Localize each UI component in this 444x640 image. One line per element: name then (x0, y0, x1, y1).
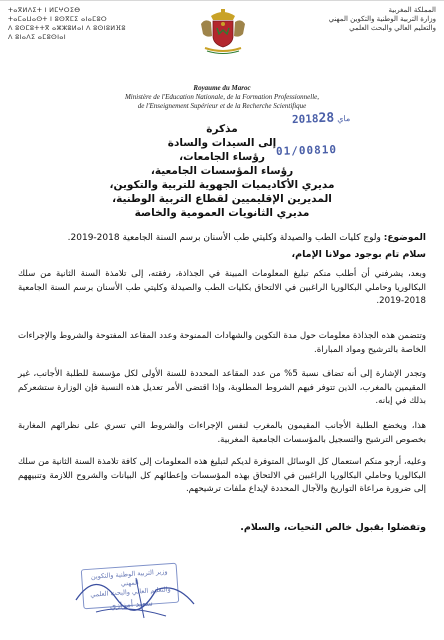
tifinagh-line: ⵜⴰⵎⴰⵡⴰⵙⵜ ⵏ ⵓⵙⴳⵎⵉ ⴰⵏⴰⵎⵓⵔ (8, 15, 107, 23)
tifinagh-line: ⵜⴰⴳⵍⴷⵉⵜ ⵏ ⵍⵎⵖⵔⵉⴱ (8, 6, 81, 14)
signatory-name: سعيد أمزازي (109, 598, 154, 611)
latin-header-ministry: Ministère de l'Education Nationale, de la Formation Professionnelle, (124, 93, 320, 101)
subject-label: الموضوع: (383, 233, 426, 243)
addressee-line: رؤساء الجامعات، (179, 151, 265, 163)
top-border (0, 0, 444, 1)
arabic-header-line: وزارة التربية الوطنية والتكوين المهني (328, 15, 436, 23)
closing-salutation: وتفضلوا بقبول خالص التحيات، والسلام. (240, 522, 426, 533)
subject-text: ولوج كليات الطب والصيدلة وكليتي طب الأسنان برسم السنة الجامعية 2018-2019. (67, 233, 381, 243)
body-paragraph: وتتضمن هذه الجذاذة معلومات حول مدة التكوين والشهادات الممنوحة وعدد المقاعد المفتوحة والشروط والإجراءات الخاصة بالترشيح ومواد المباراة. (18, 331, 426, 355)
addressee-line: مديري الثانويات العمومية والخاصة (134, 207, 310, 219)
coat-of-arms-icon (197, 6, 249, 56)
body-paragraph: وبعد، يشرفني أن أطلب منكم تبليغ المعلومات المبينة في الجذاذة، رفقته، إلى تلامذة السنة الثانية من سلك البكالوريا وحاملي البكالوريا الراغبين في الالتحاق بكليات الطب والصيدلة وكليتي طب الأسنان برسم السنة الجامعية 2018-2019. (18, 269, 426, 307)
latin-header-ministry-cont: de l'Enseignement Supérieur et de la Recherche Scientifique (137, 102, 307, 110)
addressee-line: المديرين الإقليميين لقطاع التربية الوطنية، (112, 193, 332, 205)
subject-line (18, 232, 426, 244)
addressee-line: مديري الأكاديميات الجهوية للتربية والتكوين، (109, 179, 335, 191)
tifinagh-line: ⴷ ⵓⵏⴰⴷⵉ ⴰⵎⵓⵙⵏⴰⵏ (8, 33, 67, 41)
latin-header-kingdom: Royaume du Maroc (193, 84, 251, 92)
body-paragraph: وعليه، أرجو منكم استعمال كل الوسائل المتوفرة لديكم لتبليغ هذه المعلومات إلى كافة تلامذة السنة الثانية من سلك البكالوريا وحاملي البكالوريا الراغبين في الالتحاق بهذه المؤسسات وإعطائهم كل البيانات والشروح اللازمة وتنبيههم إلى ضرورة مراعاة التواريخ والآجال المحددة لإيداع ملفات ترشيحهم. (18, 457, 426, 495)
body-paragraph: وتجدر الإشارة إلى أنه تضاف نسبة 5% من عدد المقاعد المحددة للسنة الأولى لكل مؤسسة للطلبة الأجانب، غير المقيمين بالمغرب، الذين تتوفر فيهم الشروط المطلوبة، وإذا اقتضى الأمر تعديل هذه النسبة فإن الوزارة ستشعركم بذلك في إبانه. (18, 369, 426, 407)
stamp-month: ماي (337, 114, 351, 124)
stamp-year: 2018 (291, 112, 319, 127)
greeting: سلام تام بوجود مولانا الإمام، (291, 249, 426, 260)
memo-title: مذكرة (206, 123, 238, 135)
stamp-line: وزير التربية الوطنية والتكوين المهني (90, 567, 168, 588)
stamp-day: 28 (318, 110, 335, 127)
tifinagh-header (8, 6, 138, 42)
arabic-header-line: والتعليم العالي والبحث العلمي (349, 24, 436, 32)
arabic-header-line: المملكة المغربية (388, 6, 436, 14)
arabic-header (296, 6, 436, 33)
reference-number-stamp: 01/00810 (275, 142, 338, 159)
body-paragraph: هذا، ويخضع الطلبة الأجانب المقيمون بالمغرب لنفس الإجراءات والشروط التي تسري على نظرائهم المغاربة بخصوص الترشيح والتسجيل بالمؤسسات الجامعية المغربية. (18, 421, 426, 445)
stamp-line: والتعليم العالي والبحث العلمي (89, 585, 171, 599)
signature-icon (66, 560, 206, 630)
addressee-line: رؤساء المؤسسات الجامعية، (150, 165, 294, 177)
tifinagh-line: ⴷ ⵓⵙⵎⵓⵜⵜⴳ ⴰⵣⵣⵓⵍⴰⵏ ⴷ ⵓⵙⵏⵓⵍⴼⵓ (8, 24, 126, 32)
addressee-line: إلى السيدات والسادة (167, 137, 277, 149)
